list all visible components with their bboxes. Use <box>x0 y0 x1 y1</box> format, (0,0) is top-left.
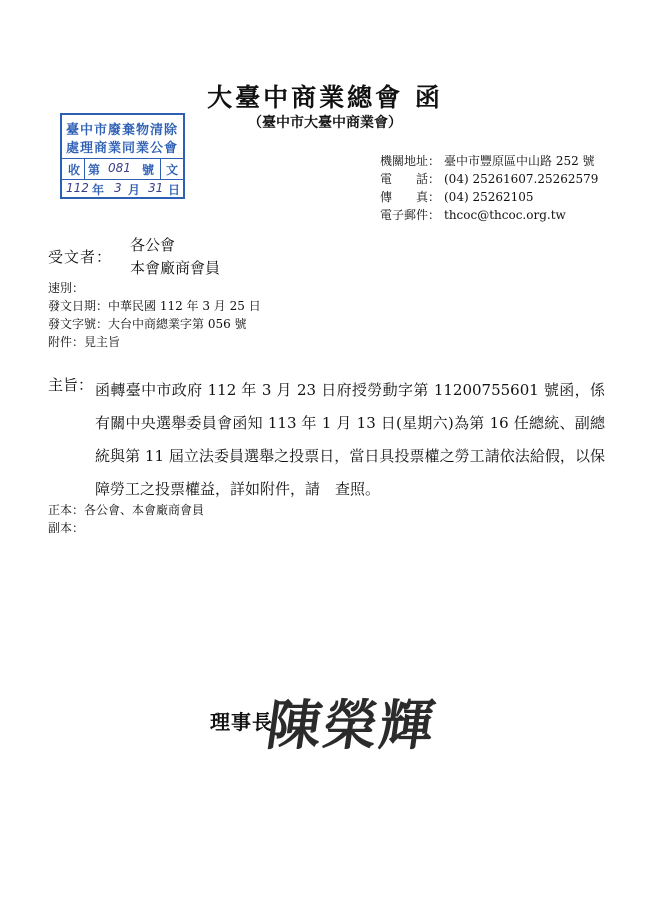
stamp-yue-label: 月 <box>128 183 141 197</box>
fax-value: (04) 25262105 <box>444 190 534 204</box>
stamp-number-row <box>62 158 183 180</box>
address-label: 機關地址： <box>380 154 441 168</box>
stamp-year: 112 <box>66 181 89 195</box>
stamp-month: 3 <box>114 181 122 195</box>
signature-name: 陳榮輝 <box>263 693 441 757</box>
speed-line: 速別： <box>48 281 85 295</box>
stamp-date-row <box>62 179 183 199</box>
stamp-number: 081 <box>108 161 131 175</box>
fax-label: 傳 真： <box>380 190 441 204</box>
stamp-wen-label: 文 <box>166 163 179 177</box>
stamp-org-line1: 臺中市廢棄物清除 <box>66 123 179 138</box>
subject-label: 主旨： <box>48 376 94 394</box>
stamp-di-label: 第 <box>88 163 101 177</box>
stamp-org-line2: 處理商業同業公會 <box>66 141 179 156</box>
stamp-day: 31 <box>148 181 164 195</box>
email-line <box>380 206 598 224</box>
stamp-ri-label: 日 <box>168 183 181 197</box>
phone-label: 電 話： <box>380 172 441 186</box>
distribution-block <box>48 501 204 537</box>
document-meta <box>48 279 261 351</box>
reference-number-line: 發文字號：大台中商總業字第 056 號 <box>48 317 247 331</box>
document-subtitle: （臺中市大臺中商業會） <box>248 115 402 131</box>
signature-title: 理事長 <box>210 710 273 734</box>
document-title: 大臺中商業總會 函 <box>207 83 443 112</box>
original-recipients: 正本：各公會、本會廠商會員 <box>48 503 205 517</box>
address-line <box>380 152 598 170</box>
recipient-label: 受文者： <box>48 248 113 266</box>
recipient-item: 本會廠商會員 <box>130 259 221 277</box>
recipient-list <box>130 234 220 280</box>
stamp-hao-label: 號 <box>142 163 155 177</box>
stamp-recv-label: 收 <box>68 163 81 177</box>
fax-line <box>380 188 598 206</box>
cc-recipients: 副本： <box>48 521 85 535</box>
phone-value: (04) 25261607.25262579 <box>444 172 599 186</box>
email-value[interactable]: thcoc@thcoc.org.tw <box>444 208 566 222</box>
address-value: 臺中市豐原區中山路 252 號 <box>444 154 595 168</box>
receipt-stamp <box>60 113 185 199</box>
stamp-nian-label: 年 <box>92 183 105 197</box>
recipient-item: 各公會 <box>130 236 176 254</box>
contact-block <box>380 152 598 224</box>
issue-date-line: 發文日期：中華民國 112 年 3 月 25 日 <box>48 299 261 313</box>
attachment-line: 附件：見主旨 <box>48 335 121 349</box>
email-label: 電子郵件： <box>380 208 441 222</box>
phone-line <box>380 170 598 188</box>
subject-body: 函轉臺中市政府 112 年 3 月 23 日府授勞動字第 11200755601 號函，係有關中央選舉委員會函知 113 年 1 月 13 日(星期六)為第 16 任總統、副總統與第 11 屆立法委員選舉之投票日，當日具投票權之勞工請依法給假，以保障勞工之投票權益，詳如附件，請 查照。 <box>95 381 605 498</box>
